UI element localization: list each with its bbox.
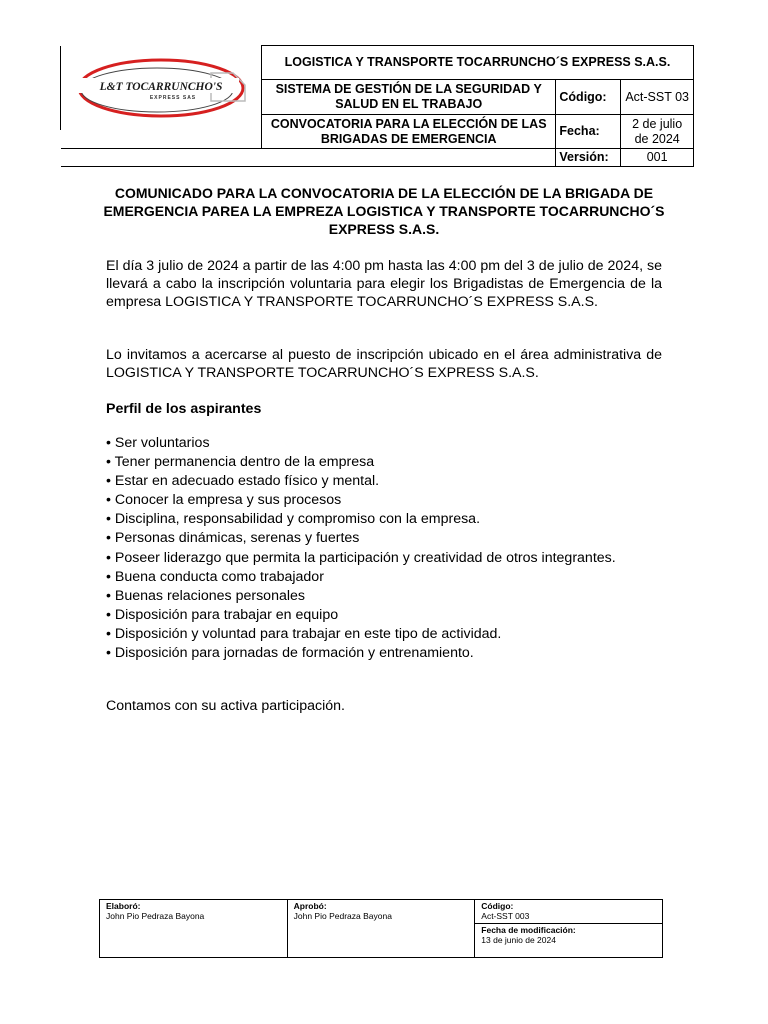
list-item: • Buena conducta como trabajador xyxy=(106,568,324,585)
version-spacer xyxy=(262,149,556,167)
elaboro-name: John Pio Pedraza Bayona xyxy=(106,911,205,921)
list-item: • Tener permanencia dentro de la empresa xyxy=(106,454,375,471)
company-logo xyxy=(61,51,261,121)
logo-cell xyxy=(61,46,262,130)
mod-value: 13 de junio de 2024 xyxy=(481,935,556,945)
aprobo-label: Aprobó: xyxy=(293,901,327,911)
version-value: 001 xyxy=(621,149,694,167)
logo-subtitle: EXPRESS SAS xyxy=(149,94,197,101)
list-item: • Ser voluntarios xyxy=(106,435,210,451)
footer-code-value: Act-SST 003 xyxy=(481,911,530,921)
code-label: Código: xyxy=(556,80,621,115)
footer-modification xyxy=(475,924,663,958)
logo-cell-bottom xyxy=(61,130,262,149)
header-table xyxy=(60,45,694,167)
list-item: • Personas dinámicas, serenas y fuertes xyxy=(106,530,360,547)
aprobo-name: John Pio Pedraza Bayona xyxy=(293,911,392,921)
list-item: • Conocer la empresa y sus procesos xyxy=(106,492,342,509)
doc-title: CONVOCATORIA PARA LA ELECCIÓN DE LAS BRIGADAS DE EMERGENCIA xyxy=(262,115,556,149)
logo-title: L&T TOCARRUNCHO'S xyxy=(99,80,223,93)
list-item: • Disposición para trabajar en equipo xyxy=(106,606,339,623)
closing-text: Contamos con su activa participación. xyxy=(106,698,345,714)
list-item: • Buenas relaciones personales xyxy=(106,587,305,604)
footer-code-label: Código: xyxy=(481,901,514,911)
profile-list xyxy=(106,434,616,663)
profile-subtitle: Perfil de los aspirantes xyxy=(106,401,262,417)
system-name: SISTEMA DE GESTIÓN DE LA SEGURIDAD Y SALUD EN EL TRABAJO xyxy=(262,80,556,115)
list-item: • Estar en adecuado estado físico y mental. xyxy=(106,473,380,490)
company-name: LOGISTICA Y TRANSPORTE TOCARRUNCHO´S EXPRESS S.A.S. xyxy=(262,46,694,80)
list-item: • Disposición y voluntad para trabajar en este tipo de actividad. xyxy=(106,625,502,642)
date-value: 2 de julio de 2024 xyxy=(621,115,694,149)
paragraph-registration: El día 3 julio de 2024 a partir de las 4:00 pm hasta las 4:00 pm del 3 de julio de 2024, se llevará a cabo la inscripción voluntaria para elegir los Brigadistas de Emergencia de la empresa LOGISTICA Y TRANSPORTE TOCARRUNCHO´S EXPRESS S.A.S. xyxy=(106,258,662,310)
code-value: Act-SST 03 xyxy=(621,80,694,115)
version-label: Versión: xyxy=(556,149,621,167)
elaboro-label: Elaboró: xyxy=(106,901,141,911)
list-item: • Disciplina, responsabilidad y compromiso con la empresa. xyxy=(106,511,481,528)
list-item: • Disposición para jornadas de formación y entrenamiento. xyxy=(106,645,474,662)
logo-cell-base xyxy=(61,149,262,167)
footer-table xyxy=(99,899,663,958)
footer-elaboro xyxy=(100,900,288,958)
paragraph-invitation: Lo invitamos a acercarse al puesto de inscripción ubicado en el área administrativa de LOGISTICA Y TRANSPORTE TOCARRUNCHO´S EXPRESS S.A.S. xyxy=(106,347,662,381)
footer-code xyxy=(475,900,663,924)
list-item: • Poseer liderazgo que permita la participación y creatividad de otros integrantes. xyxy=(106,549,616,566)
document-heading: COMUNICADO PARA LA CONVOCATORIA DE LA ELECCIÓN DE LA BRIGADA DE EMERGENCIA PAREA LA EMPREZA LOGISTICA Y TRANSPORTE TOCARRUNCHO´S EXPRESS S.A.S. xyxy=(103,185,665,237)
footer-aprobo xyxy=(287,900,475,958)
mod-label: Fecha de modificación: xyxy=(481,925,576,935)
date-label: Fecha: xyxy=(556,115,621,149)
